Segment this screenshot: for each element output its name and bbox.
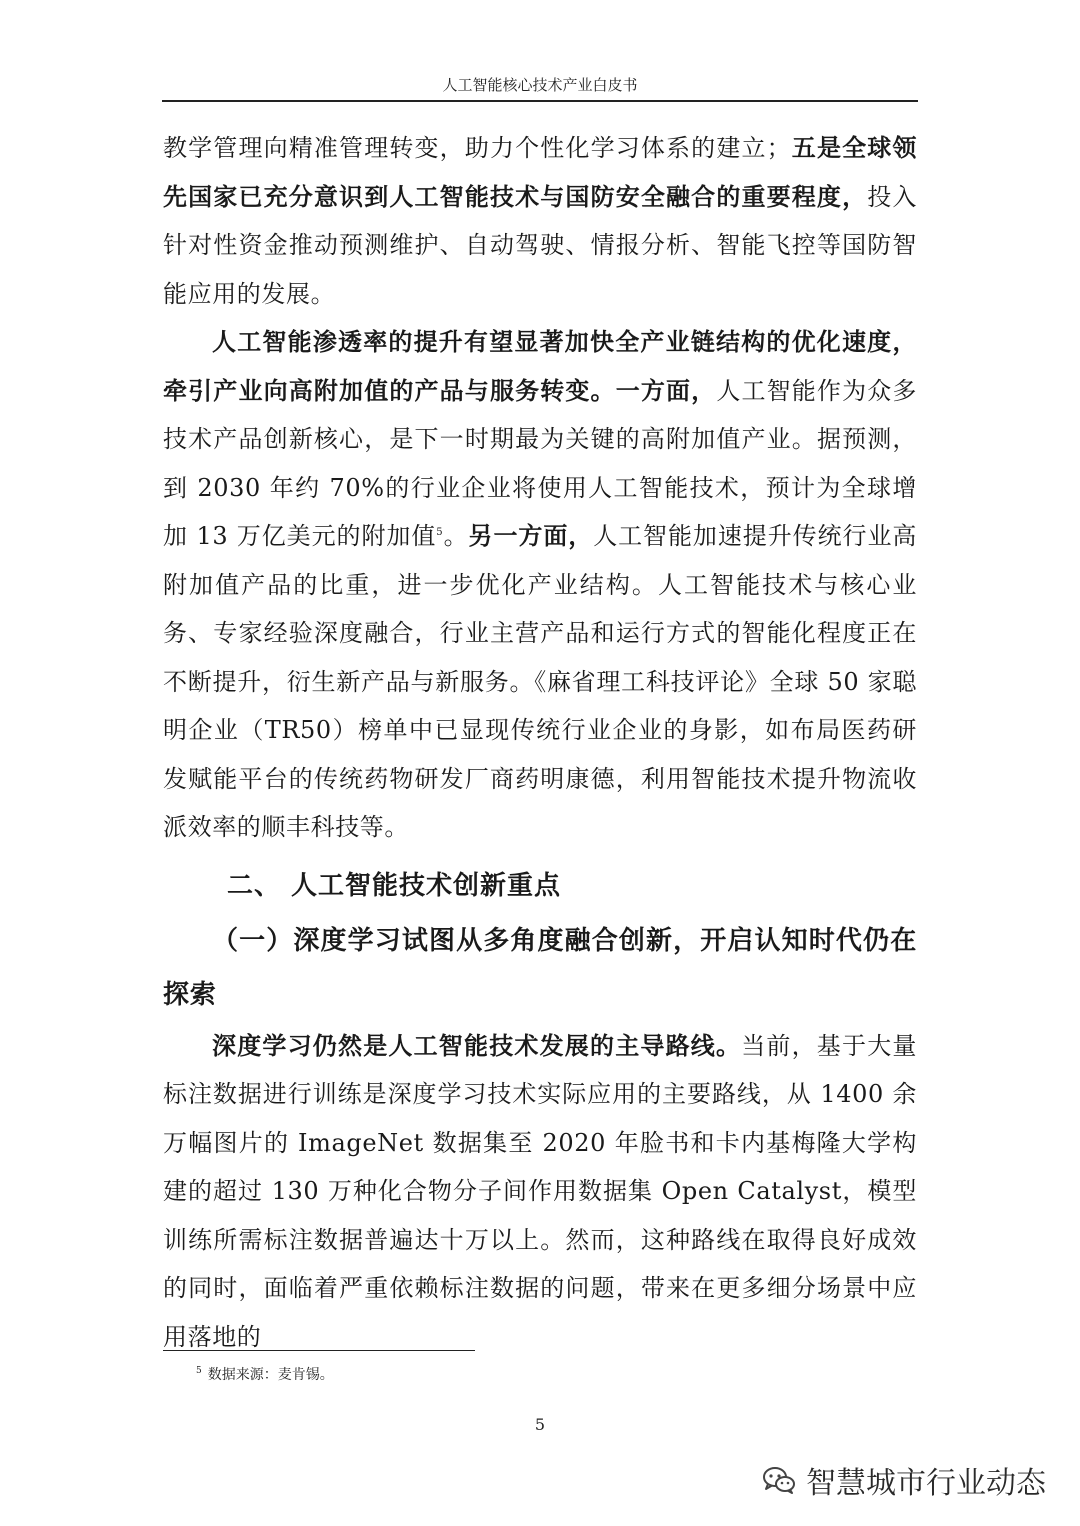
- watermark-text: 智慧城市行业动态: [806, 1466, 1046, 1501]
- paragraph-2-bold-e: 另一方面，: [468, 521, 594, 550]
- footnote: [196, 1364, 334, 1384]
- footnote-reference[interactable]: 5: [436, 527, 444, 538]
- paragraph-1-text-c: 投入针对性资金推动预测维护、自动驾驶、情报分析、智能飞控等国防智能应用的发展。: [163, 182, 917, 308]
- paragraph-2-bold-a: 人工智能渗透率的提升有望显著加快全产业链结构的优化速度，牵引产业向高附加值的产品与服务转变。: [163, 327, 917, 405]
- paragraph-2-bold-b: 一方面，: [615, 375, 717, 405]
- header-divider: [162, 100, 918, 102]
- footnote-text: 数据来源：麦肯锡。: [207, 1367, 334, 1383]
- page-header: [162, 74, 918, 95]
- paragraph-3: [163, 1022, 917, 1362]
- footnote-divider: [163, 1350, 475, 1351]
- wechat-icon: [762, 1466, 796, 1494]
- header-title: 人工智能核心技术产业白皮书: [442, 76, 638, 94]
- paragraph-2-text-f: 人工智能加速提升传统行业高附加值产品的比重，进一步优化产业结构。人工智能技术与核心业务、专家经验深度融合，行业主营产品和运行方式的智能化程度正在不断提升，衍生新产品与新服务。《麻省理工科技评论》全球 50 家聪明企业（TR50）榜单中已显现传统行业企业的身影，如布局医药研发赋能平台的传统药物研发厂商药明康德，利用智能技术提升物流收派效率的顺丰科技等。: [163, 522, 917, 841]
- footnote-number: 5: [196, 1366, 202, 1376]
- paragraph-3-text-b: 当前，基于大量标注数据进行训练是深度学习技术实际应用的主要路线，从 1400 余万幅图片的 ImageNet 数据集至 2020 年脸书和卡内基梅隆大学构建的超过 130 万种化合物分子间作用数据集 Open Catalyst，模型训练所需标注数据普遍达十万以上。然而，这种路线在取得良好成效的同时，面临着严重依赖标注数据的问题，带来在更多细分场景中应用落地的: [163, 1031, 917, 1351]
- watermark: [762, 1458, 1046, 1502]
- subsection-heading: （一）深度学习试图从多角度融合创新，开启认知时代仍在探索: [163, 925, 917, 1010]
- paragraph-1-bold-b: 五是全球领先国家已充分意识到人工智能技术与国防安全融合的重要程度，: [163, 133, 918, 211]
- paragraph-1: [163, 124, 917, 318]
- paragraph-1-text-a: 教学管理向精准管理转变，助力个性化学习体系的建立；: [163, 134, 792, 162]
- section-heading: 二、 人工智能技术创新重点: [227, 870, 562, 901]
- paragraph-2-text-c: 人工智能作为众多技术产品创新核心，是下一时期最为关键的高附加值产业。据预测，到 2030 年约 70%的行业企业将使用人工智能技术，预计为全球增加 13 万亿美元的附加值: [163, 376, 917, 550]
- paragraph-3-bold-a: 深度学习仍然是人工智能技术发展的主导路线。: [212, 1030, 742, 1060]
- page-body: [163, 124, 917, 1361]
- paragraph-2: [163, 318, 917, 852]
- page-number: 5: [534, 1415, 546, 1434]
- paragraph-2-text-d: 。: [443, 522, 469, 550]
